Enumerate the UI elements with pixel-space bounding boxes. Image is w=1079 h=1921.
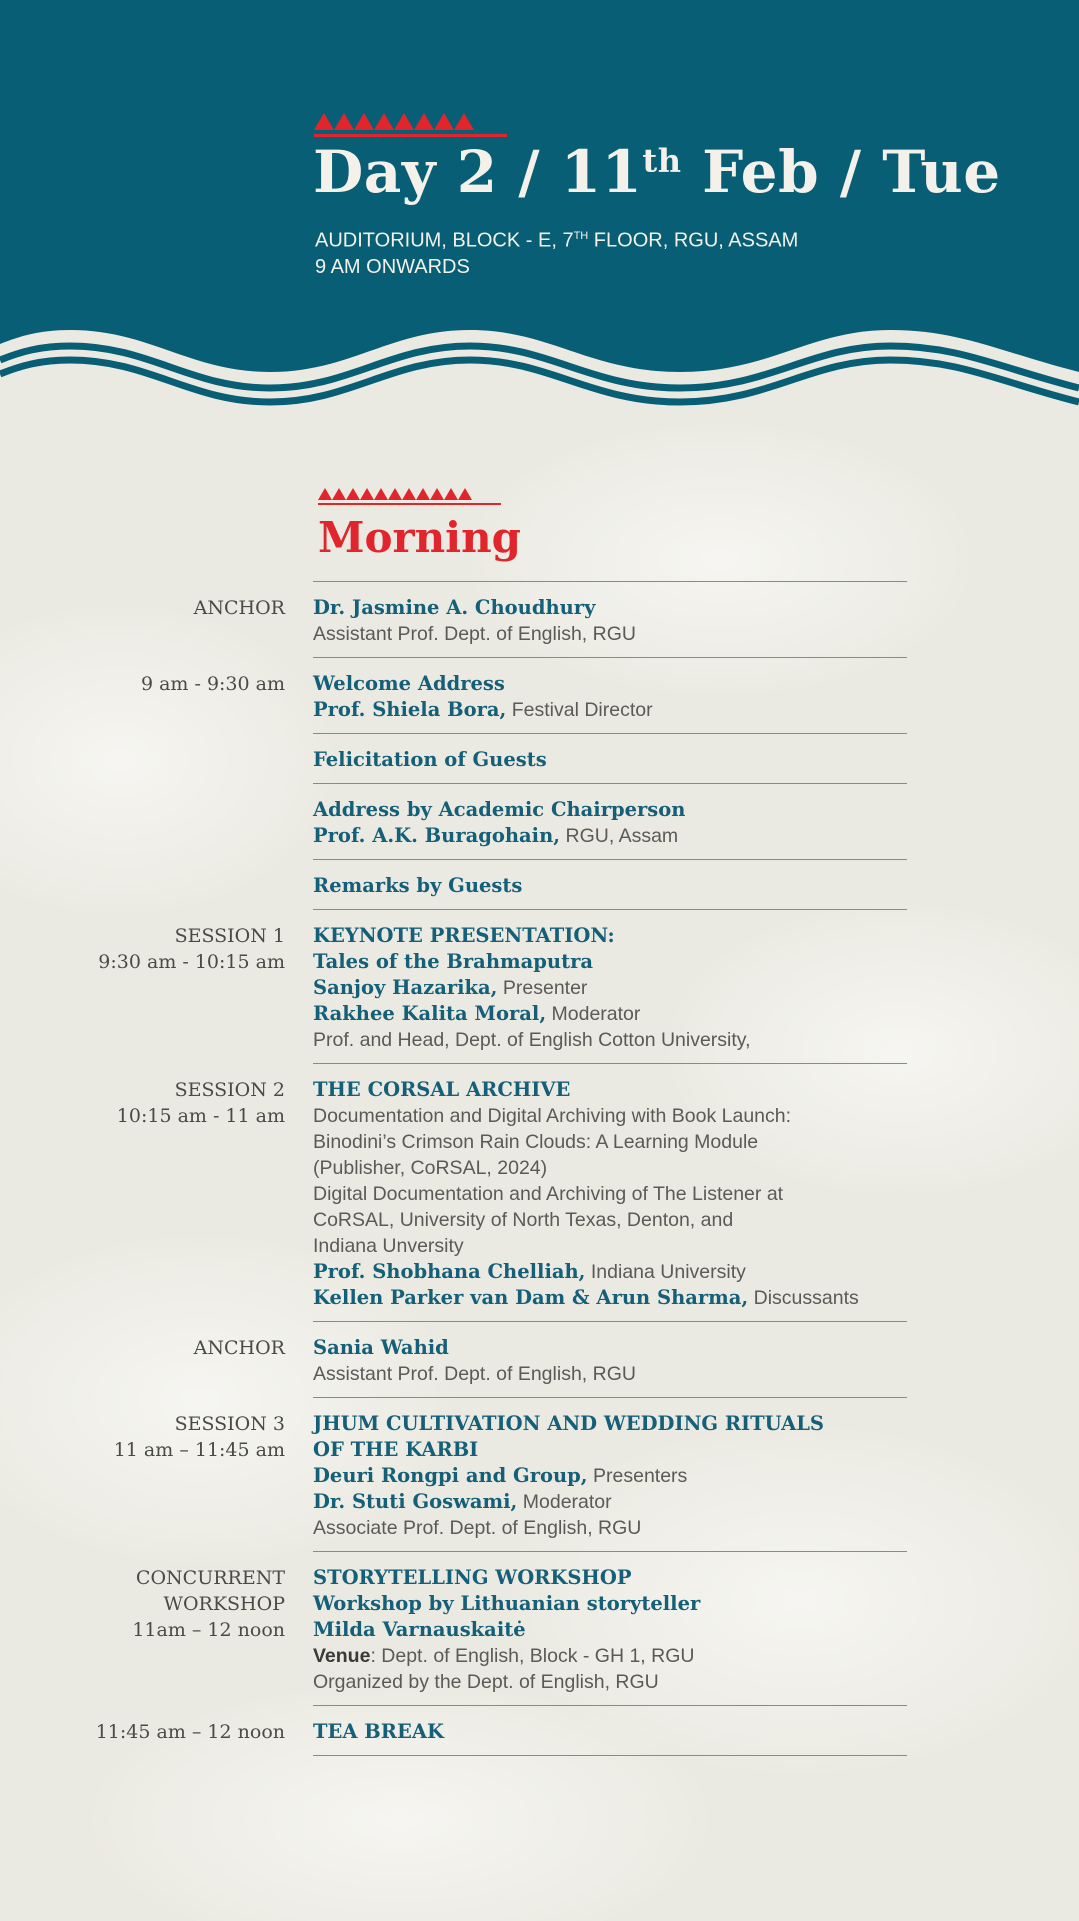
schedule-line: Assistant Prof. Dept. of English, RGU [313, 623, 636, 645]
schedule-line: THE CORSAL ARCHIVE [313, 1078, 571, 1101]
start-time: 9 AM ONWARDS [315, 255, 470, 278]
schedule-row [98, 909, 907, 1063]
schedule-line: Documentation and Digital Archiving with Book Launch: [313, 1105, 792, 1127]
schedule-line: Felicitation of Guests [313, 748, 547, 771]
schedule-line: Tales of the Brahmaputra [313, 950, 593, 973]
schedule-line: Workshop by Lithuanian storyteller [313, 1592, 701, 1615]
schedule-line: STORYTELLING WORKSHOP [313, 1566, 632, 1589]
schedule-time-label: 9 am - 9:30 am [140, 673, 285, 695]
schedule-time-label: ANCHOR [193, 1337, 285, 1359]
schedule-line: Prof. Shobhana Chelliah, Indiana University [313, 1260, 746, 1283]
schedule-line: Deuri Rongpi and Group, Presenters [313, 1464, 688, 1487]
schedule-line: Indiana Unversity [313, 1235, 464, 1257]
schedule-line: Dr. Stuti Goswami, Moderator [313, 1490, 612, 1513]
schedule-line: Digital Documentation and Archiving of The Listener at [313, 1183, 784, 1205]
schedule-time-label: SESSION 1 9:30 am - 10:15 am [98, 925, 285, 973]
morning-triangle-ornament [318, 488, 472, 500]
section-title-morning: Morning [318, 513, 522, 562]
schedule [0, 581, 1079, 1756]
schedule-row [313, 859, 907, 909]
schedule-row [116, 1063, 907, 1321]
schedule-line: OF THE KARBI [313, 1438, 479, 1461]
schedule-time-label: ANCHOR [193, 597, 285, 619]
schedule-row [193, 1321, 907, 1397]
schedule-line: Venue: Dept. of English, Block - GH 1, RGU [313, 1645, 695, 1667]
schedule-row [95, 1705, 907, 1756]
schedule-line: TEA BREAK [313, 1720, 444, 1743]
schedule-line: Prof. A.K. Buragohain, RGU, Assam [313, 824, 679, 847]
schedule-line: Address by Academic Chairperson [313, 798, 686, 821]
schedule-line: Rakhee Kalita Moral, Moderator [313, 1002, 641, 1025]
schedule-line: (Publisher, CoRSAL, 2024) [313, 1157, 548, 1179]
header-banner [0, 0, 1079, 420]
schedule-line: Milda Varnauskaitė [313, 1618, 526, 1641]
schedule-line: Prof. Shiela Bora, Festival Director [313, 698, 653, 721]
venue-info: AUDITORIUM, BLOCK - E, 7TH FLOOR, RGU, ASSAM 9 AM ONWARDS [315, 229, 799, 278]
schedule-time-label: CONCURRENT WORKSHOP 11am – 12 noon [132, 1567, 285, 1641]
morning-ornament-line [318, 503, 501, 505]
schedule-line: Prof. and Head, Dept. of English Cotton University, [313, 1029, 751, 1051]
schedule-time-label: 11:45 am – 12 noon [95, 1721, 285, 1743]
schedule-time-label: SESSION 3 11 am – 11:45 am [113, 1413, 285, 1461]
schedule-row [313, 733, 907, 783]
schedule-row [113, 1397, 907, 1551]
schedule-line: Sania Wahid [313, 1336, 449, 1359]
schedule-line: CoRSAL, University of North Texas, Denton, and [313, 1209, 734, 1231]
schedule-line: Welcome Address [313, 672, 505, 695]
schedule-line: Kellen Parker van Dam & Arun Sharma, Discussants [313, 1286, 859, 1309]
schedule-line: JHUM CULTIVATION AND WEDDING RITUALS [313, 1412, 825, 1435]
schedule-line: Organized by the Dept. of English, RGU [313, 1671, 659, 1693]
header-ornament-line [314, 134, 507, 137]
schedule-row [132, 1551, 907, 1705]
schedule-line: Sanjoy Hazarika, Presenter [313, 976, 588, 999]
day-title: Day 2 / 11th Feb / Tue [313, 138, 1001, 206]
header-triangle-ornament [314, 113, 474, 130]
schedule-row [193, 581, 907, 657]
schedule-line: Remarks by Guests [313, 874, 523, 897]
schedule-line: Associate Prof. Dept. of English, RGU [313, 1517, 642, 1539]
schedule-line: KEYNOTE PRESENTATION: [313, 924, 615, 947]
schedule-line: Assistant Prof. Dept. of English, RGU [313, 1363, 636, 1385]
schedule-row [313, 783, 907, 859]
schedule-time-label: SESSION 2 10:15 am - 11 am [116, 1079, 285, 1127]
schedule-row [140, 657, 907, 733]
schedule-line: Dr. Jasmine A. Choudhury [313, 596, 596, 619]
schedule-line: Binodini’s Crimson Rain Clouds: A Learning Module [313, 1131, 759, 1153]
